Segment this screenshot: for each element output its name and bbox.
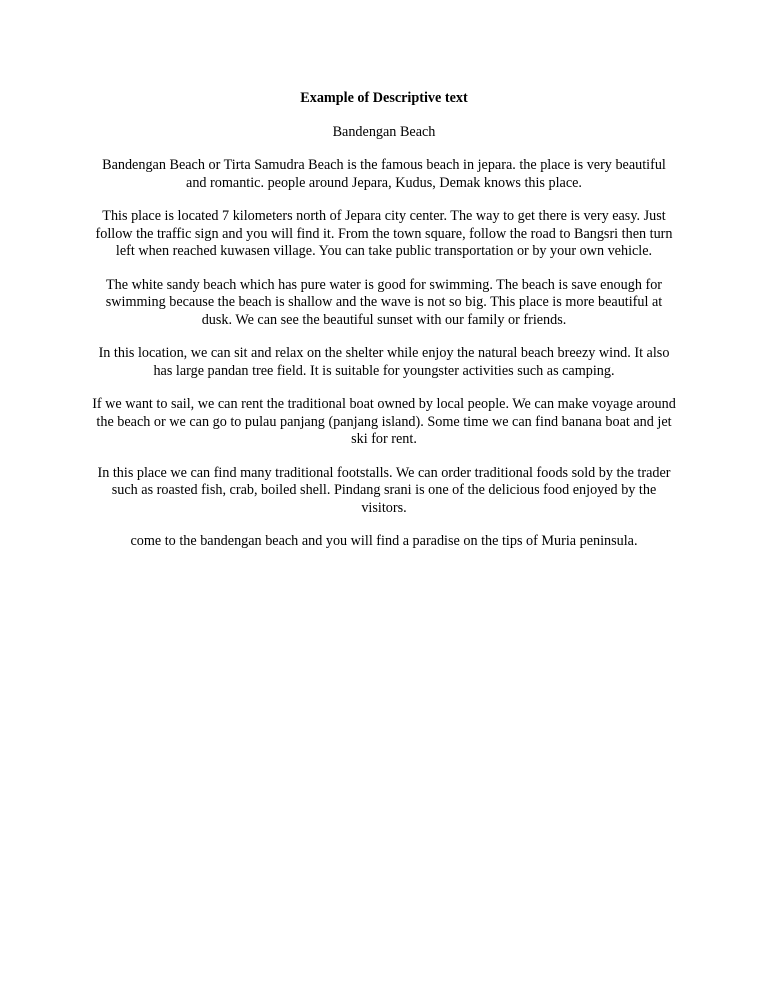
paragraph-beach: The white sandy beach which has pure water is good for swimming. The beach is save enough for swimming because the beach is shallow and the wave is not so big. This place is more beautiful at dusk. We can see the beautiful sunset with our family or friends. — [105, 276, 663, 328]
document-subtitle: Bandengan Beach — [332, 123, 436, 140]
paragraph-shelter: In this location, we can sit and relax on the shelter while enjoy the natural beach breezy wind. It also has large pandan tree field. It is suitable for youngster activities such as camping. — [98, 345, 670, 379]
paragraph-closing: come to the bandengan beach and you will find a paradise on the tips of Muria peninsula. — [130, 533, 638, 549]
document-title: Example of Descriptive text — [300, 90, 468, 106]
paragraph-food: In this place we can find many traditional footstalls. We can order traditional foods sold by the trader such as roasted fish, crab, boiled shell. Pindang srani is one of the delicious food enjoyed by the visitors. — [97, 464, 671, 516]
paragraph-intro: Bandengan Beach or Tirta Samudra Beach is the famous beach in jepara. the place is very beautiful and romantic. people around Jepara, Kudus, Demak knows this place. — [102, 157, 666, 191]
paragraph-sailing: If we want to sail, we can rent the traditional boat owned by local people. We can make voyage around the beach or we can go to pulau panjang (panjang island). Some time we can find banana boat and jet ski for rent. — [92, 396, 676, 447]
paragraph-location: This place is located 7 kilometers north of Jepara city center. The way to get there is very easy. Just follow the traffic sign and you will find it. From the town square, follow the road to Bangsri then turn left when reached kuwasen village. You can take public transportation or by your own vehicle. — [95, 208, 673, 259]
